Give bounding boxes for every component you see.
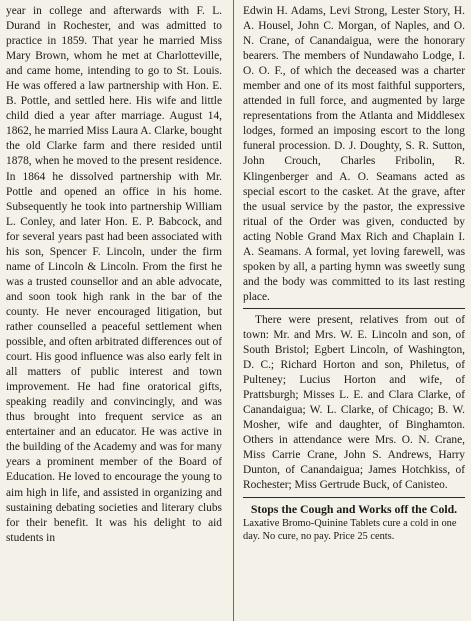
ad-heading: Stops the Cough and Works off the Cold. xyxy=(250,501,458,516)
ad-body: Laxative Bromo-Quinine Tablets cure a cold in one day. No cure, no pay. Price 25 cents. xyxy=(243,517,457,542)
obituary-text: year in college and afterwards with F. L. Durand in Rochester, and was admitted to practice in 1859. That year he married Miss Mary Brown, whom he met at Charlotteville, and came home, intending to go to St. Louis. He was offered a law partnership with Hon. E. B. Pottle, and settled here. His wife and little child died a year after marriage. August 14, 1862, he married Miss Laura A. Clarke, bought the old Clarke farm and there resided until 1878, when he moved to the present residence. In 1864 he dissolved partnership with Mr. Pottle and opened an office in his home. Subsequently he took into partnership William L. Conley, and later Hon. E. P. Babcock, and for several years past had been associated with his son, Spencer F. Lincoln, under the firm name of Lincoln & Lincoln. From the first he was a trusted counsellor and an able advocate, and soon took high rank in the bar of the county. He never encouraged litigation, but rather counselled a peaceful settlement when possible, and often arbitrated differences out of court. His good influence was also early felt in all matters of public interest and town improvement. He had fine oratorical gifts, speaking readily and convincingly, and was thus brought into frequent service as an entertainer and an educator. He was active in the building of the Academy and was for many years a prominent member of the Board of Education. He loved to encourage the young to aim high in life, and assisted in organizing and sustaining debating societies and literary clubs for their benefit. It was his delight to aid students in xyxy=(6,5,222,544)
column-divider xyxy=(233,0,234,621)
relatives-list: There were present, relatives from out of town: Mr. and Mrs. W. E. Lincoln and son, of South Bristol; Egbert Lincoln, of Washington, D. C.; Richard Horton and son, Philetus, of Pulteney; Lucius Horton and wife, of Prattsburgh; Misses L. E. and Clara Clarke, of Canandaigua; W. L. Clarke, of Chicago; B. W. Mosher, wife and daughter, of Binghamton. Others in attendance were Mrs. O. N. Crane, Miss Carrie Crane, John S. Andrews, Harry Dunton, of Canandaigua; James Hotchkiss, of Rochester; Miss Gertrude Buck, of Canisteo. xyxy=(243,313,465,492)
right-column xyxy=(243,4,465,621)
left-column xyxy=(6,4,222,621)
ad-rule xyxy=(243,497,465,498)
funeral-report: Edwin H. Adams, Levi Strong, Lester Story, H. A. Housel, John C. Morgan, of Naples, and O. N. Crane, of Canandaigua, were the honorary bearers. The members of Nundawaho Lodge, I. O. O. F., of which the deceased was a charter member and one of its most faithful supporters, attended in full force, and augmented by large representations from the Atlanta and Middlesex lodges, formed an imposing escort to the long funeral procession. D. J. Doughty, S. R. Sutton, John Crouch, Charles Fribolin, R. Klingenberger and A. O. Seamans acted as special escort to the casket. At the grave, after the usual service by the pastor, the expressive ritual of the Order was given, conducted by acting Noble Grand Max Rich and Chaplain I. A. Seamans. A formal, yet loving farewell, was spoken by all, a parting hymn was sweetly sung and the body was committed to its last resting place. xyxy=(243,5,465,303)
section-rule xyxy=(243,308,465,309)
